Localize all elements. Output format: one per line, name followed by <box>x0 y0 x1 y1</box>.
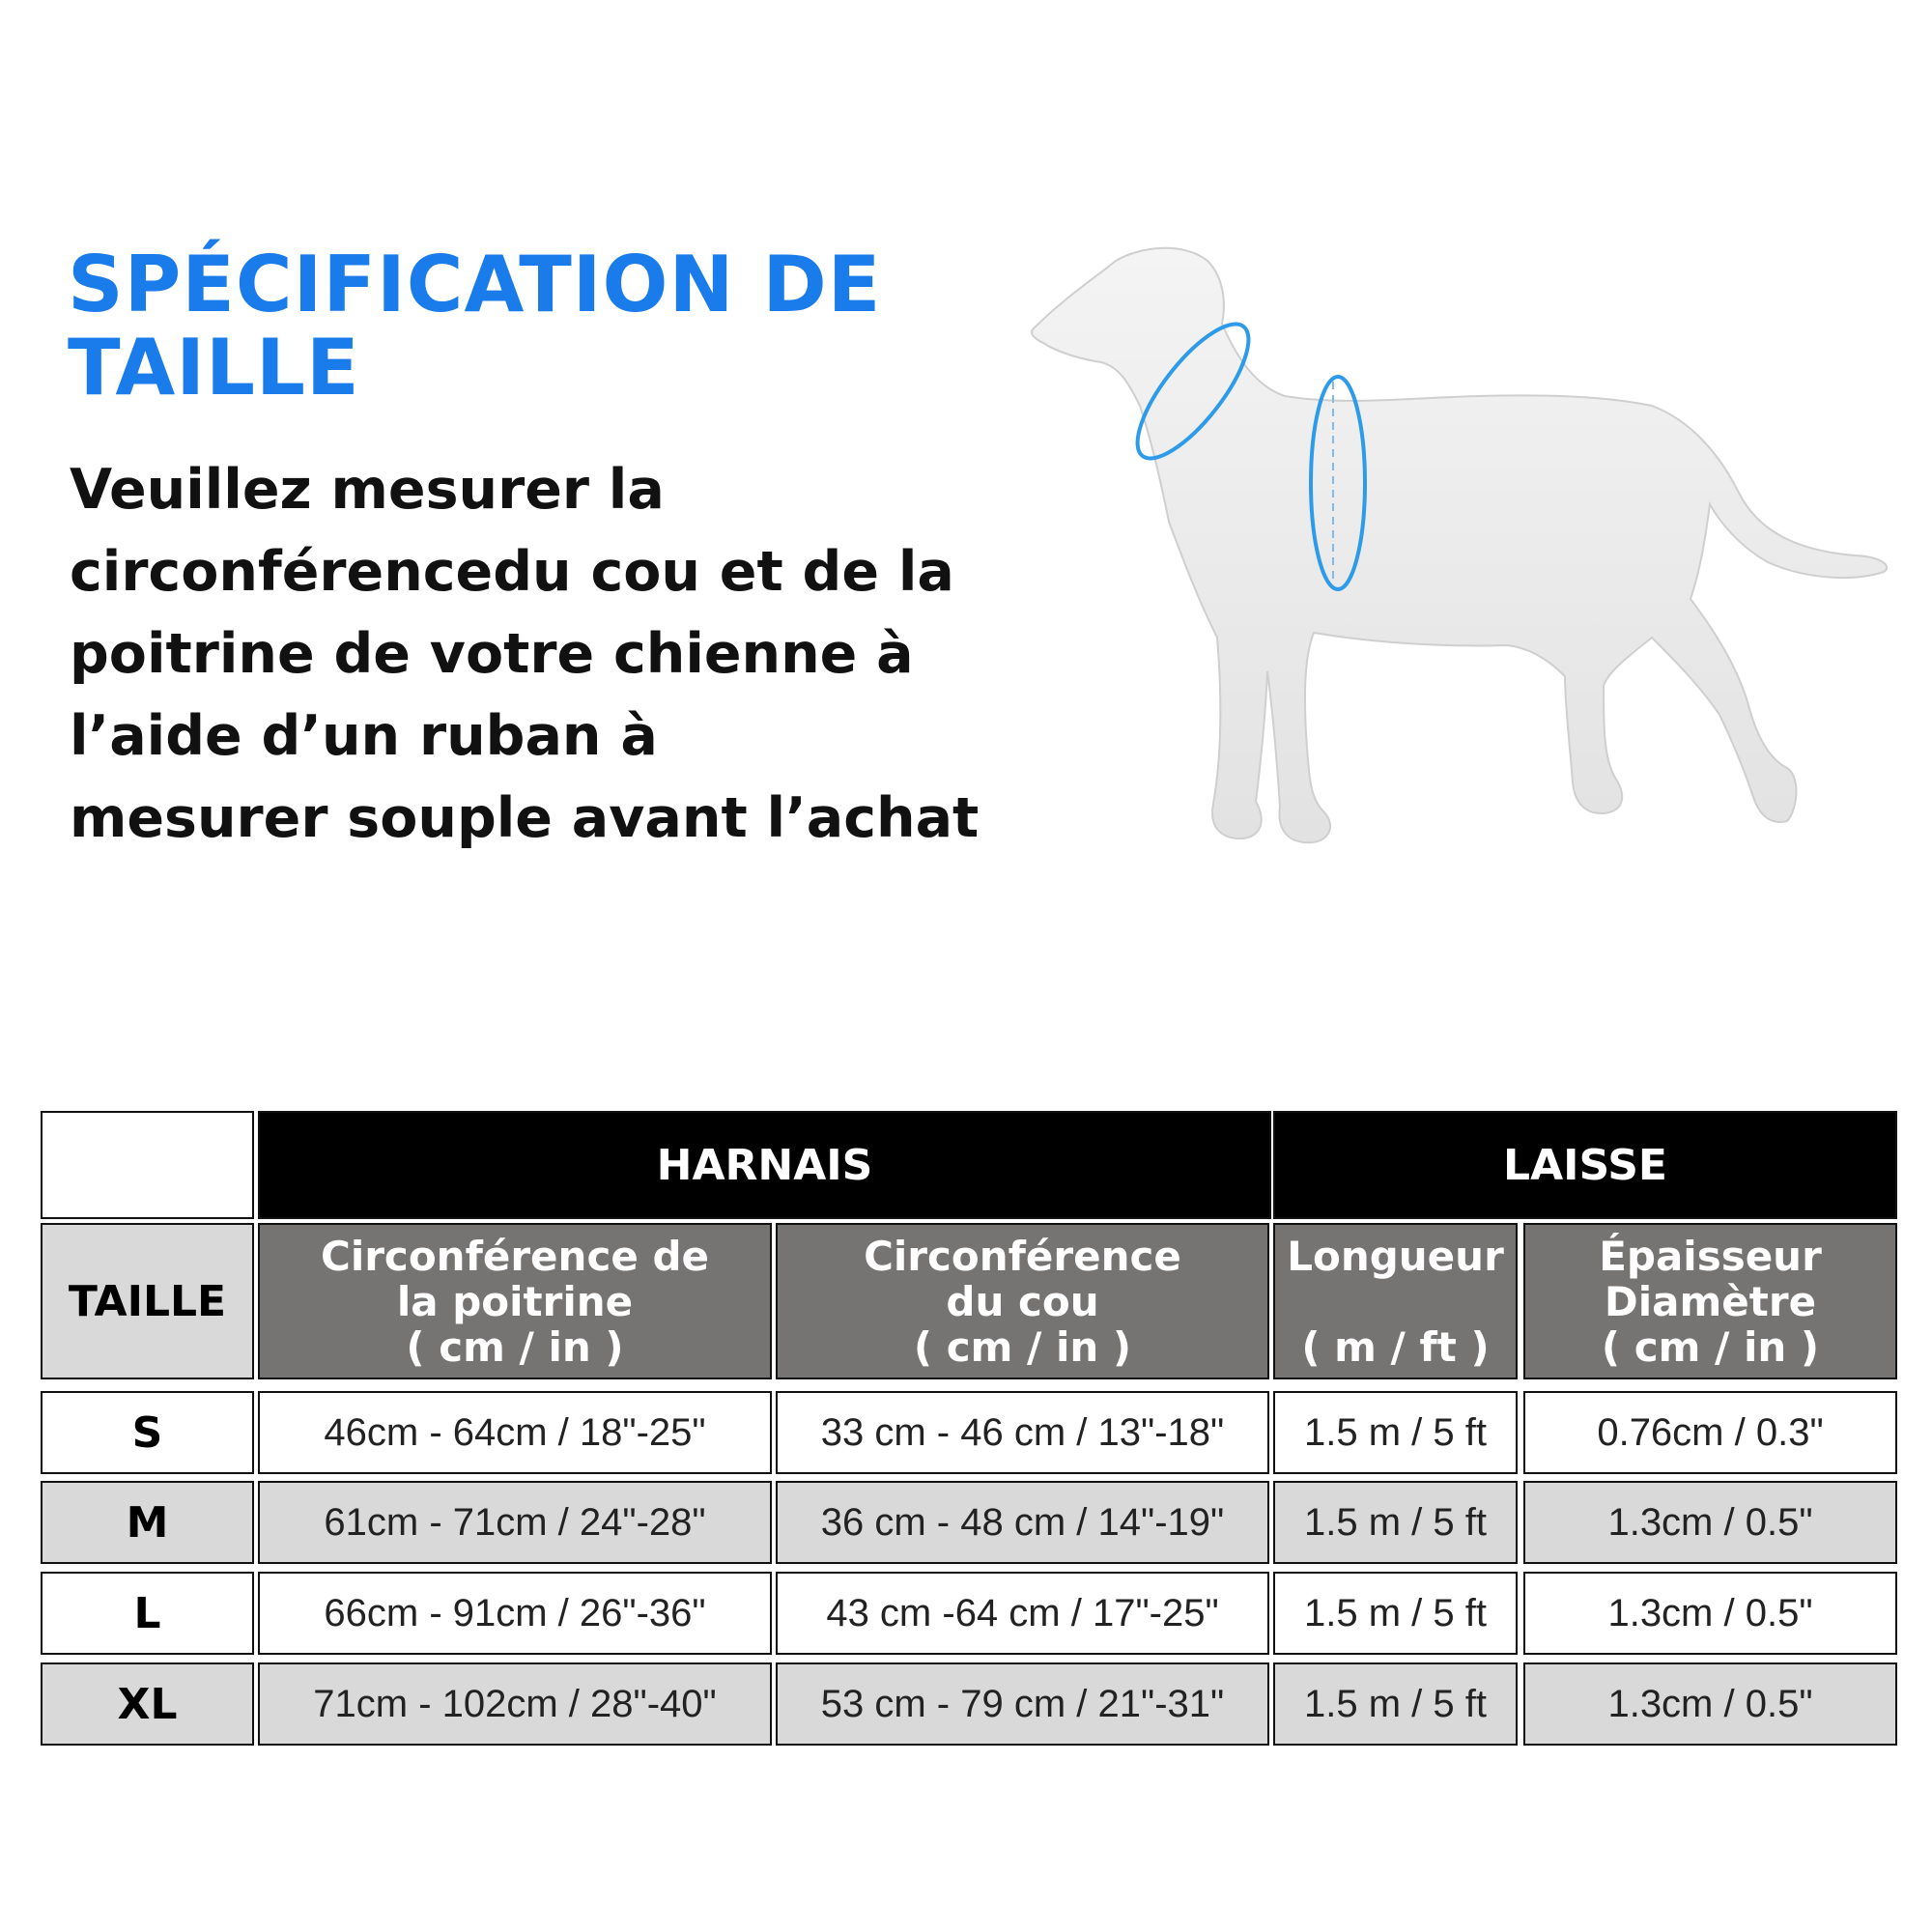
neck-cell-s: 33 cm - 46 cm / 13"-18" <box>776 1391 1269 1474</box>
table-corner-cell <box>41 1111 254 1219</box>
size-cell-l: L <box>41 1572 254 1655</box>
thickness-cell-xl: 1.3cm / 0.5" <box>1523 1662 1897 1746</box>
page-title <box>68 240 882 412</box>
measuring-instructions <box>70 449 1036 860</box>
title-line-1: SPÉCIFICATION DE <box>68 240 882 329</box>
length-cell-xl: 1.5 m / 5 ft <box>1273 1662 1518 1746</box>
thickness-cell-l: 1.3cm / 0.5" <box>1523 1572 1897 1655</box>
neck-cell-xl: 53 cm - 79 cm / 21"-31" <box>776 1662 1269 1746</box>
length-column-header: Longueur ( m / ft ) <box>1273 1223 1518 1379</box>
size-cell-s: S <box>41 1391 254 1474</box>
group-header-harnais: HARNAIS <box>258 1111 1271 1219</box>
instruction-line-4: l’aide d’un ruban à <box>70 704 658 768</box>
instruction-line-3: poitrine de votre chienne à <box>70 622 914 686</box>
instruction-line-1: Veuillez mesurer la <box>70 458 665 522</box>
neck-column-header: Circonférence du cou ( cm / in ) <box>776 1223 1269 1379</box>
thickness-cell-s: 0.76cm / 0.3" <box>1523 1391 1897 1474</box>
size-cell-m: M <box>41 1481 254 1564</box>
length-cell-m: 1.5 m / 5 ft <box>1273 1481 1518 1564</box>
size-cell-xl: XL <box>41 1662 254 1746</box>
length-cell-s: 1.5 m / 5 ft <box>1273 1391 1518 1474</box>
chest-cell-l: 66cm - 91cm / 26"-36" <box>258 1572 772 1655</box>
neck-cell-m: 36 cm - 48 cm / 14"-19" <box>776 1481 1269 1564</box>
chest-cell-xl: 71cm - 102cm / 28"-40" <box>258 1662 772 1746</box>
dog-mannequin-icon <box>1024 232 1913 869</box>
length-cell-l: 1.5 m / 5 ft <box>1273 1572 1518 1655</box>
instruction-line-5: mesurer souple avant l’achat <box>70 786 980 850</box>
instruction-line-2: circonférencedu cou et de la <box>70 540 954 604</box>
chest-cell-s: 46cm - 64cm / 18"-25" <box>258 1391 772 1474</box>
chest-column-header: Circonférence de la poitrine ( cm / in ) <box>258 1223 772 1379</box>
title-line-2: TAILLE <box>68 323 360 412</box>
size-column-header: TAILLE <box>41 1223 254 1379</box>
thickness-cell-m: 1.3cm / 0.5" <box>1523 1481 1897 1564</box>
group-header-laisse: LAISSE <box>1273 1111 1897 1219</box>
neck-cell-l: 43 cm -64 cm / 17"-25" <box>776 1572 1269 1655</box>
dog-body <box>1032 248 1887 842</box>
chest-cell-m: 61cm - 71cm / 24"-28" <box>258 1481 772 1564</box>
thickness-column-header: Épaisseur Diamètre ( cm / in ) <box>1523 1223 1897 1379</box>
